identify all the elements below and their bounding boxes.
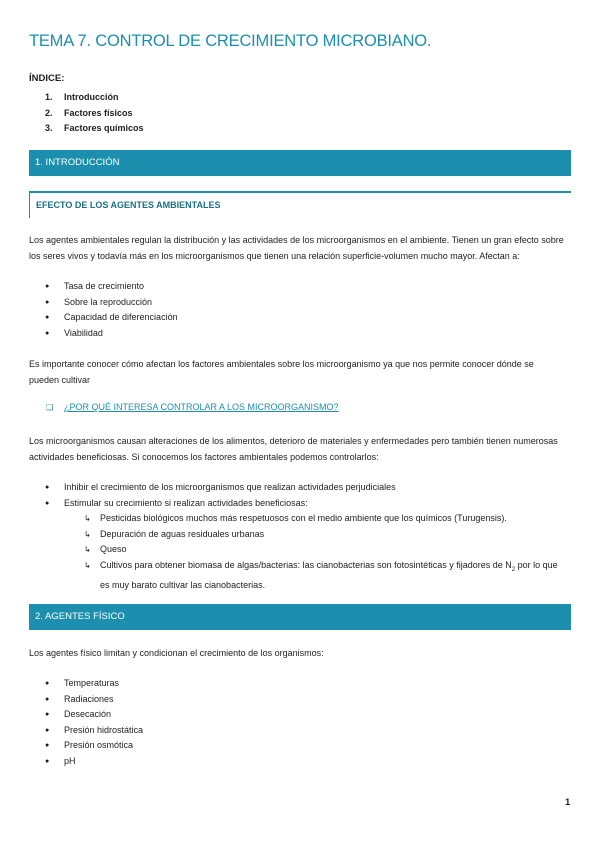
bullet-icon: ● [45,742,50,749]
list-item: ● Radiaciones [45,692,143,708]
physical-agents-list [45,676,143,769]
list-item: ● Capacidad de diferenciación [45,310,178,326]
list-item: ● Presión hidrostática [45,723,143,739]
reasons-list [45,480,396,511]
bullet-icon: ● [45,726,50,734]
paragraph: Los agentes ambientales regulan la distribución y las actividades de los microorganismos en el ambiente. Tienen un gran efecto sobre los seres vivos y todavía más en los microorganismos que tienen una relación superficie-volumen mucho mayor. Afectan a: [29,235,564,261]
list-item: ● Viabilidad [45,326,178,342]
bullet-icon: ● [45,757,50,765]
arrow-icon: ↳ [84,529,91,539]
bullet-icon: ● [45,680,50,687]
index-item: 2. Factores físicos [45,107,133,118]
bullet-icon: ● [45,484,50,491]
list-item: ● Sobre la reproducción [45,295,178,311]
paragraph: Los microorganismos causan alteraciones de los alimentos, deterioro de materiales y enfermedades pero también tienen numerosas actividades beneficiosas. Si conocemos los factores ambientales podemos controlarlos: [29,436,558,462]
index-item: 3. Factores químicos [45,123,144,133]
list-item: ● pH [45,754,143,770]
list-item: ↳ Queso [84,542,574,558]
paragraph: Es importante conocer cómo afectan los factores ambientales sobre los microorganismo ya que nos permite conocer dónde se pueden cultivar [29,359,534,385]
list-item: ● Estimular su crecimiento si realizan actividades beneficiosas: [45,496,396,512]
list-item: ● Inhibir el crecimiento de los microorganismos que realizan actividades perjudiciales [45,480,396,496]
bullet-icon: ● [45,329,50,337]
index-item: 1. Introducción [45,92,119,102]
bullet-icon: ● [45,314,50,321]
document-title: TEMA 7. CONTROL DE CRECIMIENTO MICROBIANO. [29,32,432,50]
arrow-icon: ↳ [84,545,91,554]
checkbox-icon: ❏ [46,403,54,412]
bullet-icon: ● [45,695,50,703]
list-item: ● Tasa de crecimiento [45,279,178,295]
paragraph: Los agentes físico limitan y condicionan el crecimiento de los organismos: [29,648,324,658]
list-item: ● Desecación [45,707,143,723]
section-heading-agentes-fisico: 2. AGENTES FÍSICO [29,604,571,630]
question-heading: ❏ ¿POR QUÉ INTERESA CONTROLAR A LOS MICROORGANISMO? [46,402,339,412]
section-heading-introduccion: 1. INTRODUCCIÓN [29,150,571,176]
list-item: ● Temperaturas [45,676,143,692]
bullet-icon: ● [45,283,50,290]
list-item: ● Presión osmótica [45,738,143,754]
affects-list [45,279,178,341]
subheading-agentes-ambientales: EFECTO DE LOS AGENTES AMBIENTALES [29,191,571,218]
page-number: 1 [565,797,571,808]
index-label: ÍNDICE: [29,73,65,84]
beneficial-uses-list [84,511,574,593]
bullet-icon: ● [45,711,50,718]
list-item: ↳ Depuración de aguas residuales urbanas [84,527,574,543]
arrow-icon: ↳ [84,514,91,523]
list-item: ↳ Pesticidas biológicos muchos más respetuosos con el medio ambiente que los químicos (Turugensis). [84,511,574,527]
list-item: ↳ Cultivos para obtener biomasa de algas/bacterias: las cianobacterias son fotosintéticas y fijadores de $N_2$ por lo que es muy barato cultivar las cianobacterias. [84,559,558,590]
arrow-icon: ↳ [84,560,91,570]
index-list [45,90,144,137]
bullet-icon: ● [45,499,50,507]
bullet-icon: ● [45,298,50,306]
